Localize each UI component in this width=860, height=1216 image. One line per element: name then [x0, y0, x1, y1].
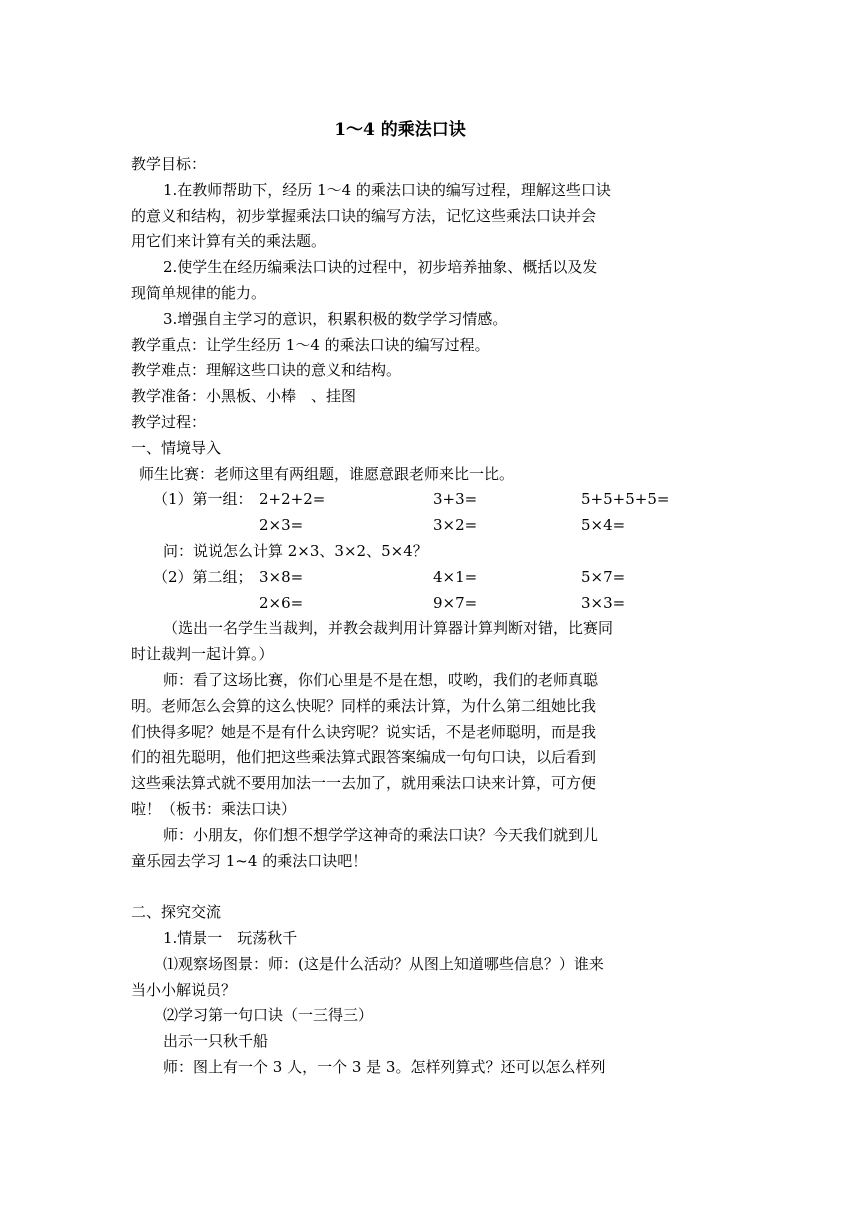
- group-2-row-2: [131, 591, 676, 617]
- section-2-heading: 二、探究交流: [131, 903, 222, 922]
- problem-cell: 2×6=: [259, 593, 304, 612]
- teacher-paragraph-1-line-1: 师：看了这场比赛，你们心里是不是在想，哎哟，我们的老师真聪: [163, 670, 599, 689]
- scene-1-heading: 1.情景一 玩荡秋千: [163, 928, 298, 947]
- problem-cell: 5+5+5+5=: [581, 490, 670, 509]
- document-body: [131, 152, 676, 1081]
- preparation: 教学准备：小黑板、小棒 、挂图: [131, 387, 357, 406]
- goal-1-line-3: 用它们来计算有关的乘法题。: [131, 232, 327, 251]
- teacher-paragraph-1-line-4: 们的祖先聪明，他们把这些乘法算式跟答案编成一句句口诀，以后看到: [131, 748, 597, 767]
- goal-2-line-2: 现简单规律的能力。: [131, 283, 267, 302]
- problem-cell: 2+2+2=: [259, 490, 326, 509]
- teacher-paragraph-2-line-1: 师：小朋友，你们想不想学学这神奇的乘法口诀？今天我们就到儿: [163, 825, 599, 844]
- goal-2-line-1: 2.使学生在经历编乘法口诀的过程中，初步培养抽象、概括以及发: [163, 258, 598, 277]
- group-1-row-1: [131, 487, 676, 513]
- teacher-paragraph-2-line-2: 童乐园去学习 1~4 的乘法口诀吧！: [131, 851, 368, 870]
- problem-cell: 3×2=: [433, 516, 478, 535]
- problem-cell: 4×1=: [433, 567, 478, 586]
- group-1-label: （1）第一组：: [153, 490, 253, 509]
- goal-1-line-2: 的意义和结构，初步掌握乘法口诀的编写方法，记忆这些乘法口诀并会: [131, 206, 597, 225]
- observe-line-1: ⑴观察场图景：师：(这是什么活动？从图上知道哪些信息？）谁来: [163, 954, 604, 973]
- problem-cell: 3×3=: [581, 593, 626, 612]
- process-heading: 教学过程：: [131, 412, 207, 431]
- problem-cell: 5×7=: [581, 567, 626, 586]
- referee-line-2: 时让裁判一起计算。）: [131, 645, 274, 664]
- problem-cell: 3×8=: [259, 567, 304, 586]
- teacher-paragraph-1-line-6: 啦！（板书：乘法口诀）: [131, 799, 297, 818]
- show-swing: 出示一只秋千船: [163, 1032, 269, 1051]
- observe-line-2: 当小小解说员？: [131, 980, 237, 999]
- learn-first-rhyme: ⑵学习第一句口诀（一三得三）: [163, 1006, 374, 1025]
- goal-heading: 教学目标：: [131, 155, 207, 173]
- group-1-row-2: [131, 513, 676, 539]
- key-point: 教学重点：让学生经历 1～4 的乘法口诀的编写过程。: [131, 335, 490, 354]
- question-line: 问：说说怎么计算 2×3、3×2、5×4？: [163, 541, 428, 560]
- group-2-label: （2）第二组；: [153, 567, 253, 586]
- referee-line-1: （选出一名学生当裁判，并教会裁判用计算器计算判断对错，比赛同: [163, 619, 614, 638]
- problem-cell: 3+3=: [433, 490, 478, 509]
- section-1-heading: 一、情境导入: [131, 438, 222, 457]
- contest-intro: 师生比赛：老师这里有两组题，谁愿意跟老师来比一比。: [139, 464, 515, 483]
- problem-cell: 9×7=: [433, 593, 478, 612]
- teacher-paragraph-1-line-2: 明。老师怎么会算的这么快呢？同样的乘法计算，为什么第二组她比我: [131, 696, 597, 715]
- group-2-row-1: [131, 565, 676, 591]
- teacher-paragraph-1-line-3: 们快得多呢？她是不是有什么诀窍呢？说实话，不是老师聪明，而是我: [131, 722, 597, 741]
- page-title: 1～4 的乘法口诀: [334, 120, 466, 140]
- teacher-paragraph-3: 师：图上有一个 3 人，一个 3 是 3。怎样列算式？还可以怎么样列: [163, 1057, 606, 1076]
- goal-1-line-1: 1.在教师帮助下，经历 1～4 的乘法口诀的编写过程，理解这些口诀: [163, 180, 611, 199]
- problem-cell: 5×4=: [581, 516, 626, 535]
- teacher-paragraph-1-line-5: 这些乘法算式就不要用加法一一去加了，就用乘法口诀来计算，可方便: [131, 774, 597, 793]
- goal-3: 3.增强自主学习的意识，积累积极的数学学习情感。: [163, 309, 508, 328]
- difficulty: 教学难点：理解这些口诀的意义和结构。: [131, 361, 402, 380]
- blank-line: [131, 874, 676, 900]
- problem-cell: 2×3=: [259, 516, 304, 535]
